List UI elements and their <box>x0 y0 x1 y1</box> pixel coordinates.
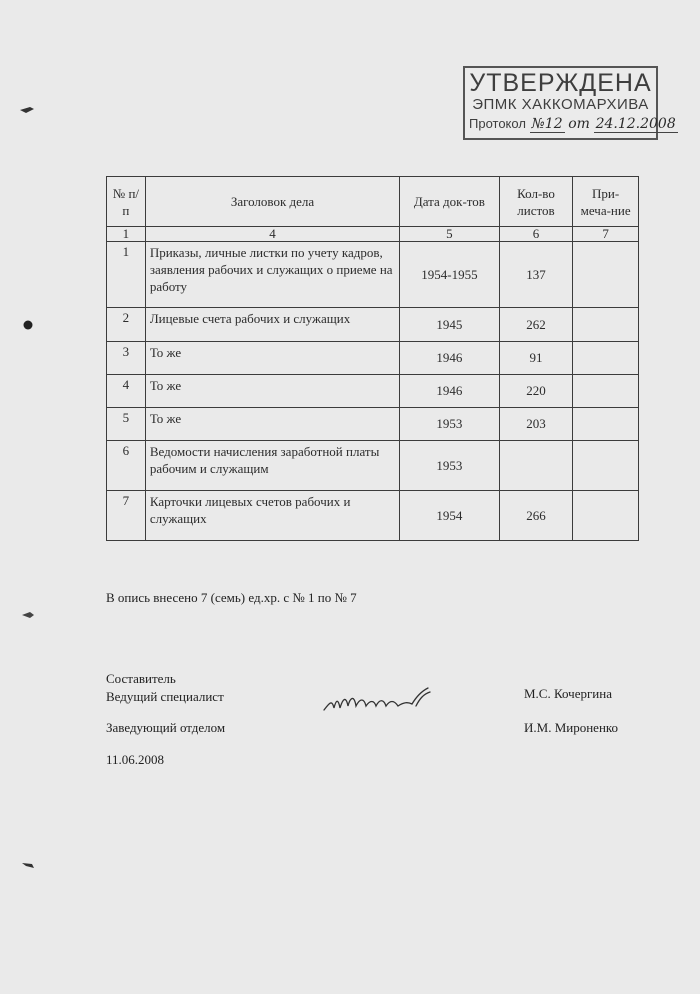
header-note: При-меча-ние <box>573 177 639 227</box>
row-note <box>573 242 639 308</box>
stamp-protocol-line <box>469 114 676 134</box>
compiler-label: Составитель <box>106 671 176 686</box>
binding-hole-mark <box>22 610 36 620</box>
row-date: 1953 <box>400 441 500 491</box>
row-num: 4 <box>107 375 146 408</box>
document-date: 11.06.2008 <box>106 752 165 767</box>
row-note <box>573 375 639 408</box>
stamp-protocol-date: 24.12.2008 <box>595 116 676 132</box>
row-count: 220 <box>499 375 573 408</box>
compiler-role: Ведущий специалист <box>106 689 224 704</box>
handwritten-signature <box>320 684 440 718</box>
row-title: То же <box>145 375 399 408</box>
table-header-row <box>107 177 639 227</box>
column-index: 7 <box>573 227 639 242</box>
row-note <box>573 308 639 342</box>
row-date: 1953 <box>400 408 500 441</box>
header-num: № п/п <box>107 177 146 227</box>
header-date: Дата док-тов <box>400 177 500 227</box>
row-date: 1954 <box>400 491 500 541</box>
table-row <box>107 375 639 408</box>
table-row <box>107 308 639 342</box>
table-row <box>107 408 639 441</box>
row-note <box>573 441 639 491</box>
row-note <box>573 491 639 541</box>
row-title: Лицевые счета рабочих и служащих <box>145 308 399 342</box>
row-num: 5 <box>107 408 146 441</box>
table-row <box>107 441 639 491</box>
approval-stamp <box>463 66 676 140</box>
table-row <box>107 242 639 308</box>
table-row <box>107 342 639 375</box>
row-count <box>499 441 573 491</box>
binding-hole-mark <box>20 320 34 330</box>
row-note <box>573 408 639 441</box>
row-date: 1945 <box>400 308 500 342</box>
row-count: 203 <box>499 408 573 441</box>
row-num: 6 <box>107 441 146 491</box>
row-count: 266 <box>499 491 573 541</box>
header-count: Кол-во листов <box>499 177 573 227</box>
row-title: Карточки лицевых счетов рабочих и служащих <box>145 491 399 541</box>
header-title: Заголовок дела <box>145 177 399 227</box>
compiler-block <box>106 670 224 706</box>
binding-hole-mark <box>22 860 36 870</box>
row-count: 91 <box>499 342 573 375</box>
row-count: 262 <box>499 308 573 342</box>
column-index-row <box>107 227 639 242</box>
column-index: 6 <box>499 227 573 242</box>
stamp-title: УТВЕРЖДЕНА <box>469 69 652 97</box>
row-num: 1 <box>107 242 146 308</box>
stamp-protocol-from: от <box>568 116 590 132</box>
row-num: 3 <box>107 342 146 375</box>
row-date: 1946 <box>400 342 500 375</box>
inventory-summary: В опись внесено 7 (семь) ед.хр. с № 1 по № 7 <box>106 590 357 605</box>
column-index: 4 <box>145 227 399 242</box>
inventory-table <box>106 176 639 541</box>
stamp-protocol-number: №12 <box>531 116 563 132</box>
column-index: 5 <box>400 227 500 242</box>
compiler-name: М.С. Кочергина <box>524 686 612 701</box>
row-num: 7 <box>107 491 146 541</box>
stamp-protocol-label: Протокол <box>469 116 526 131</box>
row-title: То же <box>145 408 399 441</box>
column-index: 1 <box>107 227 146 242</box>
row-title: Приказы, личные листки по учету кадров, заявления рабочих и служащих о приеме на работу <box>145 242 399 308</box>
row-note <box>573 342 639 375</box>
table-row <box>107 491 639 541</box>
binding-hole-mark <box>20 104 34 114</box>
row-date: 1946 <box>400 375 500 408</box>
head-name: И.М. Мироненко <box>524 720 619 735</box>
row-num: 2 <box>107 308 146 342</box>
row-date: 1954-1955 <box>400 242 500 308</box>
row-title: Ведомости начисления заработной платы рабочим и служащим <box>145 441 399 491</box>
row-title: То же <box>145 342 399 375</box>
row-count: 137 <box>499 242 573 308</box>
stamp-organization: ЭПМК ХАККОМАРХИВА <box>472 96 649 113</box>
head-role: Заведующий отделом <box>106 720 226 735</box>
